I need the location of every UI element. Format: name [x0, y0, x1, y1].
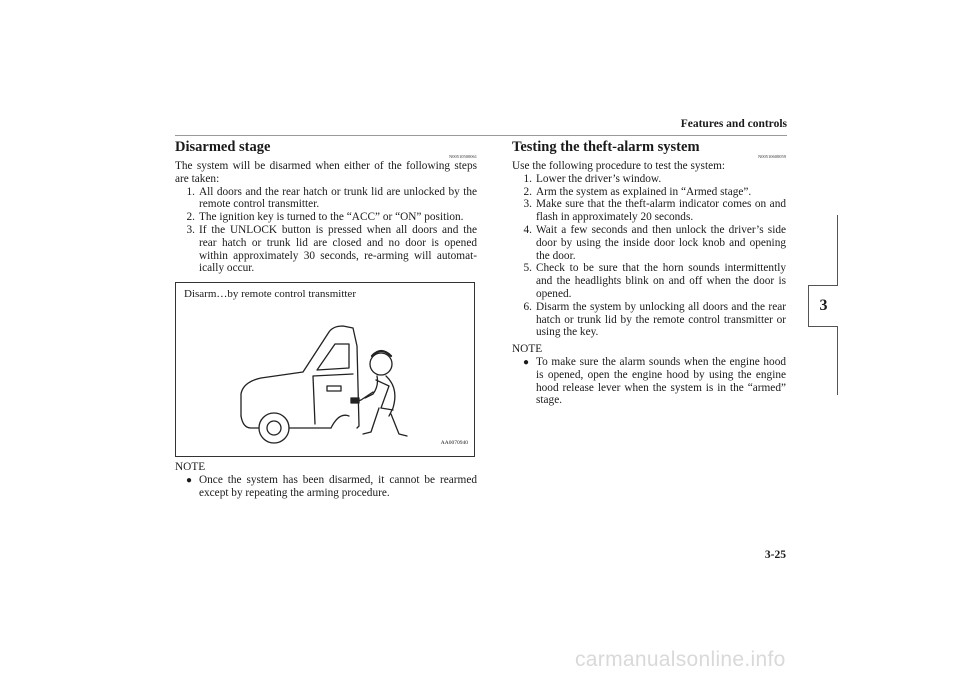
bullet-icon: ●	[523, 356, 530, 368]
step-text: All doors and the rear hatch or trunk lid are unlocked by the remote control transmitter.	[199, 185, 477, 211]
right-column	[512, 139, 786, 407]
list-item	[512, 186, 786, 199]
note-text: To make sure the alarm sounds when the engine hood is opened, open the engine hood by using the engine hood release lever when the system is in the “armed” stage.	[536, 355, 786, 407]
left-column	[175, 139, 477, 500]
step-text: Wait a few seconds and then unlock the driver’s side door by using the inside door lock knob and opening the door.	[536, 223, 786, 262]
figure-disarm	[175, 282, 475, 457]
step-text: Check to be sure that the horn sounds intermittently and the headlights blink on and off when the door is opened.	[536, 262, 786, 300]
step-text: Lower the driver’s window.	[536, 172, 662, 185]
chapter-number: 3	[819, 297, 828, 314]
step-number: 3.	[186, 223, 195, 236]
note-label: NOTE	[175, 461, 206, 474]
step-text: Arm the system as explained in “Armed stage”.	[536, 185, 752, 198]
list-item	[512, 301, 786, 339]
figure-caption: Disarm…by remote control transmitter	[184, 288, 356, 301]
section-code: N00510500061	[449, 154, 477, 159]
steps-list	[175, 186, 477, 276]
section-intro: Use the following procedure to test the system:	[512, 160, 726, 172]
chapter-tab	[808, 285, 838, 327]
note-item	[512, 356, 786, 407]
step-number: 1.	[186, 185, 195, 198]
list-item	[175, 186, 477, 212]
steps-list	[512, 173, 786, 339]
list-item	[175, 224, 477, 275]
watermark: carmanualsonline.info	[575, 648, 786, 671]
list-item	[512, 198, 786, 224]
section-heading-disarmed: Disarmed stage	[175, 139, 271, 155]
section-heading-testing: Testing the theft-alarm system	[512, 139, 700, 155]
step-number: 6.	[523, 300, 532, 313]
list-item	[512, 262, 786, 300]
note-text: Once the system has been disarmed, it cannot be rearmed except by repeating the arming procedure.	[199, 473, 477, 499]
section-intro: The system will be disarmed when either of the following steps are taken:	[175, 160, 477, 185]
bullet-icon: ●	[186, 474, 193, 486]
list-item	[175, 211, 477, 224]
header-rule	[175, 135, 787, 136]
step-number: 4.	[523, 223, 532, 236]
figure-code: AA0070940	[440, 440, 468, 447]
step-number: 2.	[186, 211, 195, 224]
list-item	[512, 224, 786, 262]
step-text: Disarm the system by unlocking all doors and the rear hatch or trunk lid by the remote control transmitter or using the key.	[536, 300, 786, 339]
step-text: Make sure that the theft-alarm indicator comes on and flash in approximately 20 seconds.	[536, 198, 786, 224]
car-person-illustration	[231, 316, 421, 451]
list-item	[512, 173, 786, 186]
note-item	[175, 474, 477, 500]
section-code: N00510600059	[758, 154, 786, 159]
step-number: 5.	[523, 262, 532, 275]
page-number: 3-25	[764, 549, 786, 561]
step-number: 1.	[523, 172, 532, 185]
step-text: If the UNLOCK button is pressed when all doors and the rear hatch or trunk lid are closed and no door is opened within approximately 30 seconds, re-arming will automat-ically occur.	[199, 223, 477, 275]
step-number: 3.	[523, 198, 532, 211]
note-label: NOTE	[512, 343, 543, 356]
step-number: 2.	[523, 185, 532, 198]
page-header: Features and controls	[680, 118, 787, 130]
step-text: The ignition key is turned to the “ACC” or “ON” position.	[199, 211, 464, 224]
